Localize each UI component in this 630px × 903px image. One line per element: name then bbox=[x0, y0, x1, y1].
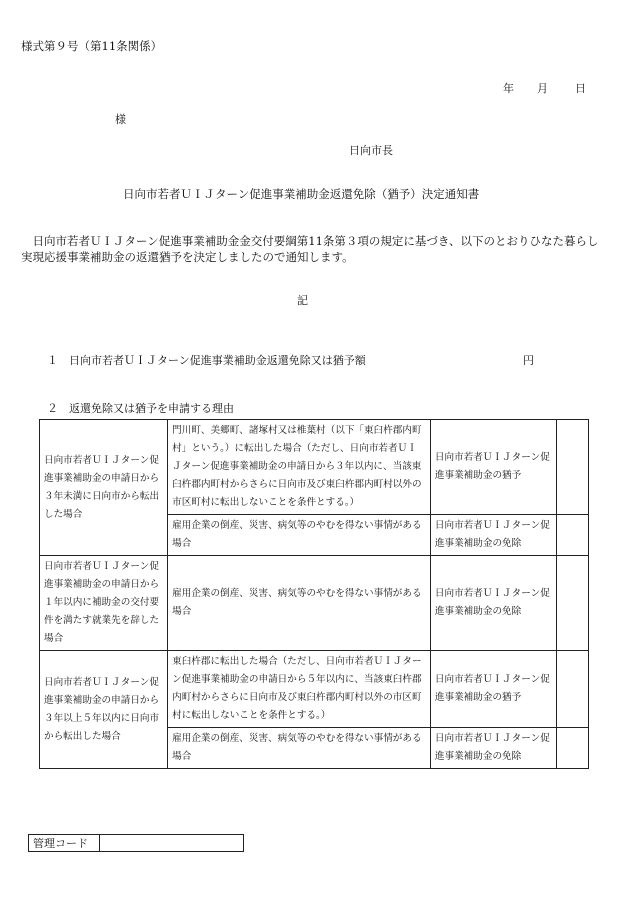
table-row bbox=[40, 420, 589, 515]
condition-cell: 東臼杵郡に転出した場合（ただし、日向市若者ＵＩＪターン促進事業補助金の申請日から５年以内に、当該東臼杵郡内町村からさらに日向市及び東臼杵郡内町村以外の市区町村に転出しないことを条件とする。） bbox=[168, 651, 431, 728]
management-code-field[interactable] bbox=[100, 835, 244, 852]
result-cell: 日向市若者ＵＩＪターン促進事業補助金の猶予 bbox=[430, 420, 556, 515]
addressee: 様 bbox=[115, 113, 126, 126]
body-paragraph: 日向市若者ＵＩＪターン促進事業補助金金交付要綱第11条第３項の規定に基づき、以下のとおりひなた暮らし実現応援事業補助金の返還猶予を決定しましたので通知します。 bbox=[21, 234, 599, 264]
issuer: 日向市長 bbox=[349, 144, 393, 157]
date-year: 年 bbox=[503, 82, 514, 95]
result-cell: 日向市若者ＵＩＪターン促進事業補助金の免除 bbox=[430, 515, 556, 556]
result-cell: 日向市若者ＵＩＪターン促進事業補助金の免除 bbox=[430, 728, 556, 769]
condition-cell: 雇用企業の倒産、災害、病気等のやむを得ない事情がある場合 bbox=[168, 515, 431, 556]
date-line bbox=[503, 80, 586, 96]
form-number: 様式第９号（第11条関係） bbox=[21, 39, 163, 53]
date-month: 月 bbox=[537, 82, 548, 95]
table-row bbox=[40, 651, 589, 728]
check-cell[interactable] bbox=[556, 420, 588, 515]
condition-cell: 雇用企業の倒産、災害、病気等のやむを得ない事情がある場合 bbox=[168, 728, 431, 769]
item1-unit: 円 bbox=[523, 354, 534, 367]
item1-number: １ bbox=[47, 354, 58, 367]
result-cell: 日向市若者ＵＩＪターン促進事業補助金の免除 bbox=[430, 556, 556, 651]
check-cell[interactable] bbox=[556, 728, 588, 769]
date-day: 日 bbox=[575, 82, 586, 95]
condition-cell: 門川町、美郷町、諸塚村又は椎葉村（以下「東臼杵郡内町村」という。）に転出した場合（ただし、日向市若者ＵＩＪターン促進事業補助金の申請日から３年以内に、当該東臼杵郡内町村からさらに日向市及び東臼杵郡内町村以外の市区町村に転出しないことを条件とする。） bbox=[168, 420, 431, 515]
item2-number: ２ bbox=[47, 402, 58, 415]
item1-label: 日向市若者ＵＩＪターン促進事業補助金返還免除又は猶予額 bbox=[69, 354, 366, 367]
condition-cell: 雇用企業の倒産、災害、病気等のやむを得ない事情がある場合 bbox=[168, 556, 431, 651]
management-code-box bbox=[28, 834, 244, 852]
check-cell[interactable] bbox=[556, 651, 588, 728]
case-cell: 日向市若者ＵＩＪターン促進事業補助金の申請日から１年以内に補助金の交付要件を満たす就業先を辞した場合 bbox=[40, 556, 168, 651]
check-cell[interactable] bbox=[556, 515, 588, 556]
management-code-label: 管理コード bbox=[29, 835, 100, 852]
ki-heading: 記 bbox=[297, 294, 308, 307]
case-cell: 日向市若者ＵＩＪターン促進事業補助金の申請日から３年未満に日向市から転出した場合 bbox=[40, 420, 168, 556]
reasons-table bbox=[39, 419, 589, 769]
result-cell: 日向市若者ＵＩＪターン促進事業補助金の猶予 bbox=[430, 651, 556, 728]
table-row bbox=[40, 556, 589, 651]
document-title: 日向市若者ＵＩＪターン促進事業補助金返還免除（猶予）決定通知書 bbox=[123, 187, 480, 201]
case-cell: 日向市若者ＵＩＪターン促進事業補助金の申請日から３年以上５年以内に日向市から転出した場合 bbox=[40, 651, 168, 769]
item2-label: 返還免除又は猶予を申請する理由 bbox=[69, 402, 234, 415]
check-cell[interactable] bbox=[556, 556, 588, 651]
